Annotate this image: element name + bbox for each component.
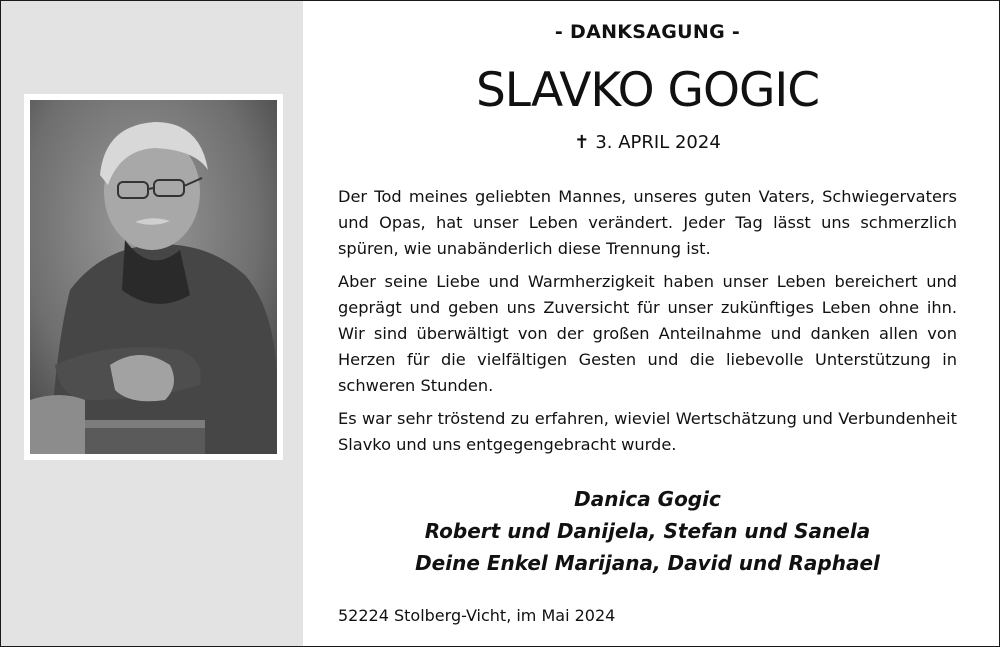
- notice-body: [338, 184, 957, 465]
- notice-paragraph: Aber seine Liebe und Warmherzigkeit haben unser Leben bereichert und geprägt und geben uns Zuversicht für unser zukünftiges Leben ohne ihn. Wir sind überwältigt von der großen Anteilnahme und danken allen von Herzen für die vielfältigen Gesten und die liebevolle Unterstützung in schweren Stunden.: [338, 272, 957, 395]
- cross-icon: ✝: [574, 132, 590, 153]
- signature-line: Danica Gogic: [574, 487, 721, 511]
- death-date-line: [338, 132, 957, 153]
- portrait-frame: [24, 94, 283, 460]
- portrait-photo: [30, 100, 277, 454]
- signature-line: Deine Enkel Marijana, David und Raphael: [415, 551, 880, 575]
- left-panel: [1, 1, 303, 646]
- signature-line: Robert und Danijela, Stefan und Sanela: [424, 519, 871, 543]
- signatures: [338, 483, 957, 579]
- place-date-footer: 52224 Stolberg-Vicht, im Mai 2024: [338, 606, 616, 625]
- notice-heading: - DANKSAGUNG -: [554, 21, 741, 43]
- death-date: 3. APRIL 2024: [595, 132, 721, 153]
- notice-paragraph: Der Tod meines geliebten Mannes, unseres guten Vaters, Schwiegervaters und Opas, hat unser Leben verändert. Jeder Tag lässt uns schmerzlich spüren, wie unabänderlich diese Trennung ist.: [338, 187, 957, 258]
- notice-paragraph: Es war sehr tröstend zu erfahren, wieviel Wertschätzung und Verbundenheit Slavko und uns entgegengebracht wurde.: [338, 409, 957, 454]
- deceased-name: SLAVKO GOGIC: [475, 63, 820, 118]
